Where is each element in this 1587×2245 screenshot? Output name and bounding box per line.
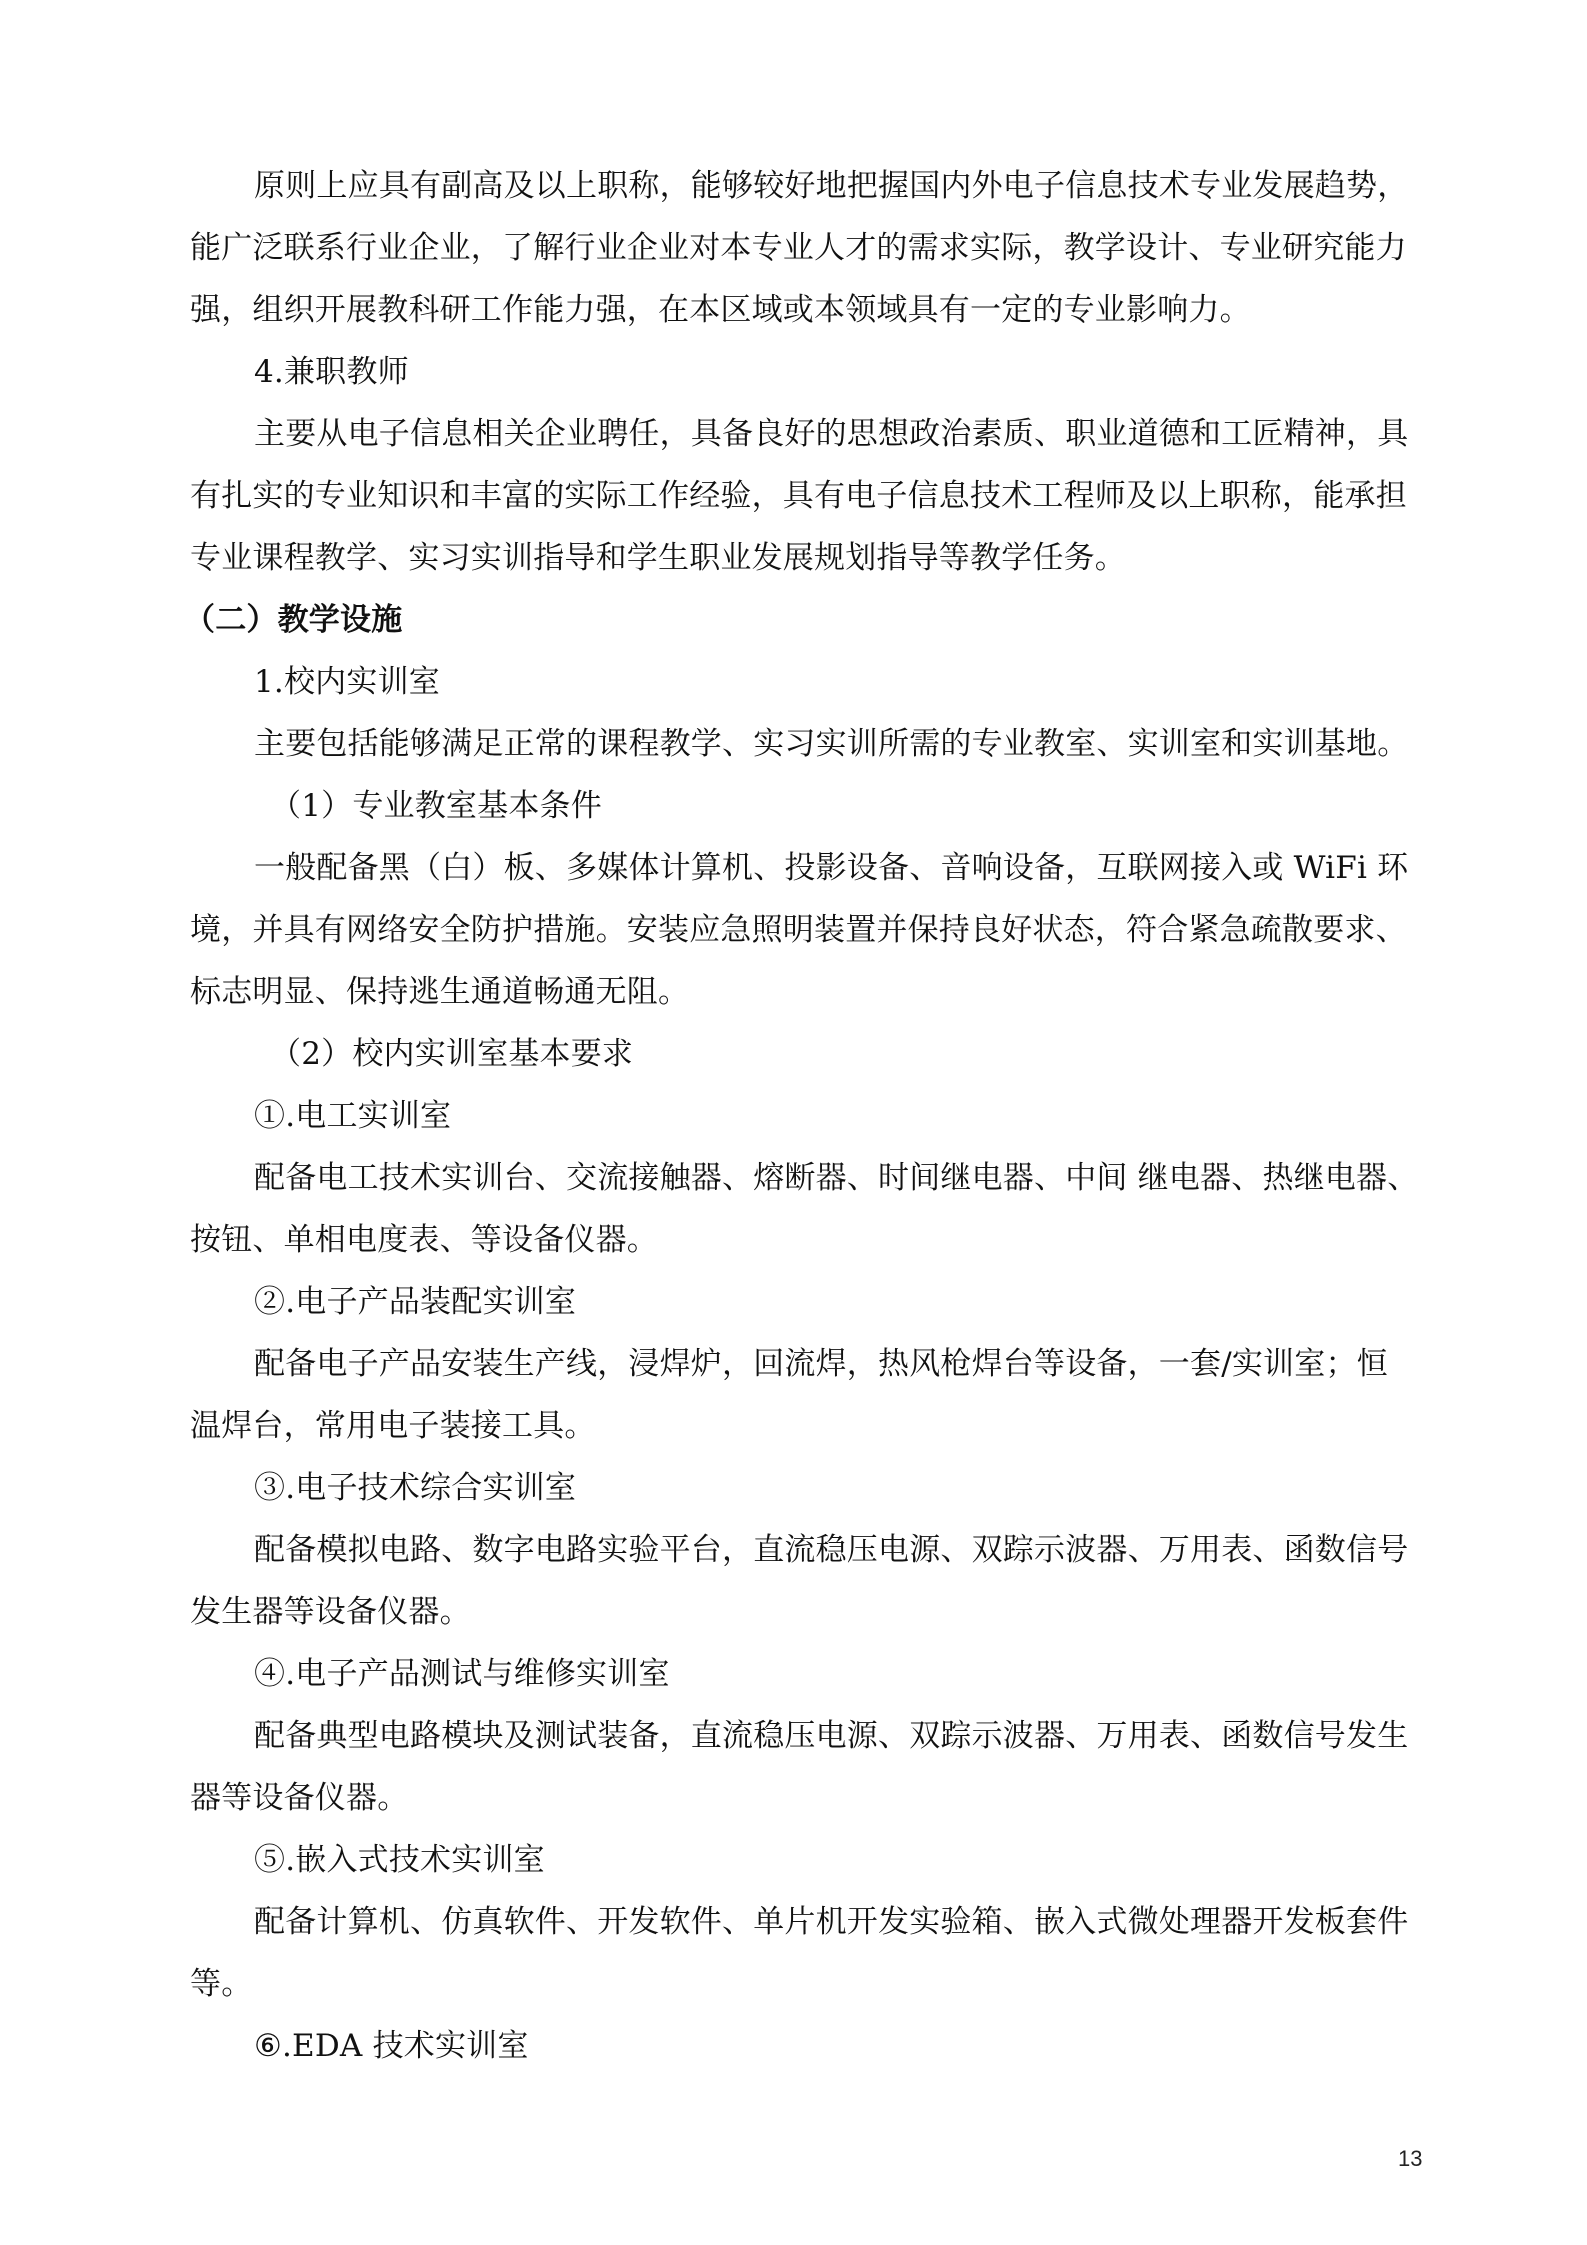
paragraph-line: 温焊台，常用电子装接工具。 <box>190 1408 596 1444</box>
subheading-lab-requirements: （2）校内实训室基本要求 <box>270 1036 634 1072</box>
subheading-on-campus-labs: 1.校内实训室 <box>254 664 440 700</box>
paragraph-line: 专业课程教学、实习实训指导和学生职业发展规划指导等教学任务。 <box>190 540 1126 576</box>
lab-title-embedded: ⑤.嵌入式技术实训室 <box>254 1842 545 1878</box>
paragraph-line: 主要从电子信息相关企业聘任，具备良好的思想政治素质、职业道德和工匠精神，具 <box>254 416 1409 452</box>
paragraph-line: 配备电工技术实训台、交流接触器、熔断器、时间继电器、中间 继电器、热继电器、 <box>254 1160 1419 1196</box>
paragraph-line: 境，并具有网络安全防护措施。安装应急照明装置并保持良好状态，符合紧急疏散要求、 <box>190 912 1407 948</box>
lab-title-electrician: ①.电工实训室 <box>254 1098 452 1134</box>
page-body <box>184 155 1420 2077</box>
paragraph-line: 等。 <box>190 1966 253 2002</box>
lab-title-assembly: ②.电子产品装配实训室 <box>254 1284 577 1320</box>
paragraph-line: 发生器等设备仪器。 <box>190 1594 471 1630</box>
paragraph-line: 配备计算机、仿真软件、开发软件、单片机开发实验箱、嵌入式微处理器开发板套件 <box>254 1904 1409 1940</box>
section-heading-teaching-facilities: （二）教学设施 <box>184 602 403 638</box>
paragraph-line: 标志明显、保持逃生通道畅通无阻。 <box>190 974 690 1010</box>
page-number: 13 <box>1398 2146 1423 2171</box>
paragraph-line: 一般配备黑（白）板、多媒体计算机、投影设备、音响设备，互联网接入或 WiFi 环 <box>254 850 1409 886</box>
lab-title-eda: ⑥.EDA 技术实训室 <box>254 2028 529 2064</box>
subheading-classroom-conditions: （1）专业教室基本条件 <box>270 788 602 824</box>
subheading-part-time-teachers: 4.兼职教师 <box>254 354 409 390</box>
lab-title-testing: ④.电子产品测试与维修实训室 <box>254 1656 670 1692</box>
paragraph-line: 配备模拟电路、数字电路实验平台，直流稳压电源、双踪示波器、万用表、函数信号 <box>254 1532 1409 1568</box>
paragraph-line: 强，组织开展教科研工作能力强，在本区域或本领域具有一定的专业影响力。 <box>190 292 1251 328</box>
paragraph-line: 器等设备仪器。 <box>190 1780 409 1816</box>
paragraph-line: 有扎实的专业知识和丰富的实际工作经验，具有电子信息技术工程师及以上职称，能承担 <box>190 478 1407 514</box>
paragraph-line: 按钮、单相电度表、等设备仪器。 <box>190 1222 658 1258</box>
paragraph-line: 配备电子产品安装生产线，浸焊炉，回流焊，热风枪焊台等设备，一套/实训室；恒 <box>254 1346 1388 1382</box>
lab-title-electronics: ③.电子技术综合实训室 <box>254 1470 577 1506</box>
paragraph-line: 原则上应具有副高及以上职称，能够较好地把握国内外电子信息技术专业发展趋势， <box>254 168 1409 204</box>
paragraph-line: 能广泛联系行业企业，了解行业企业对本专业人才的需求实际，教学设计、专业研究能力 <box>190 230 1407 266</box>
paragraph-line: 配备典型电路模块及测试装备，直流稳压电源、双踪示波器、万用表、函数信号发生 <box>254 1718 1409 1754</box>
paragraph-line: 主要包括能够满足正常的课程教学、实习实训所需的专业教室、实训室和实训基地。 <box>254 726 1409 762</box>
